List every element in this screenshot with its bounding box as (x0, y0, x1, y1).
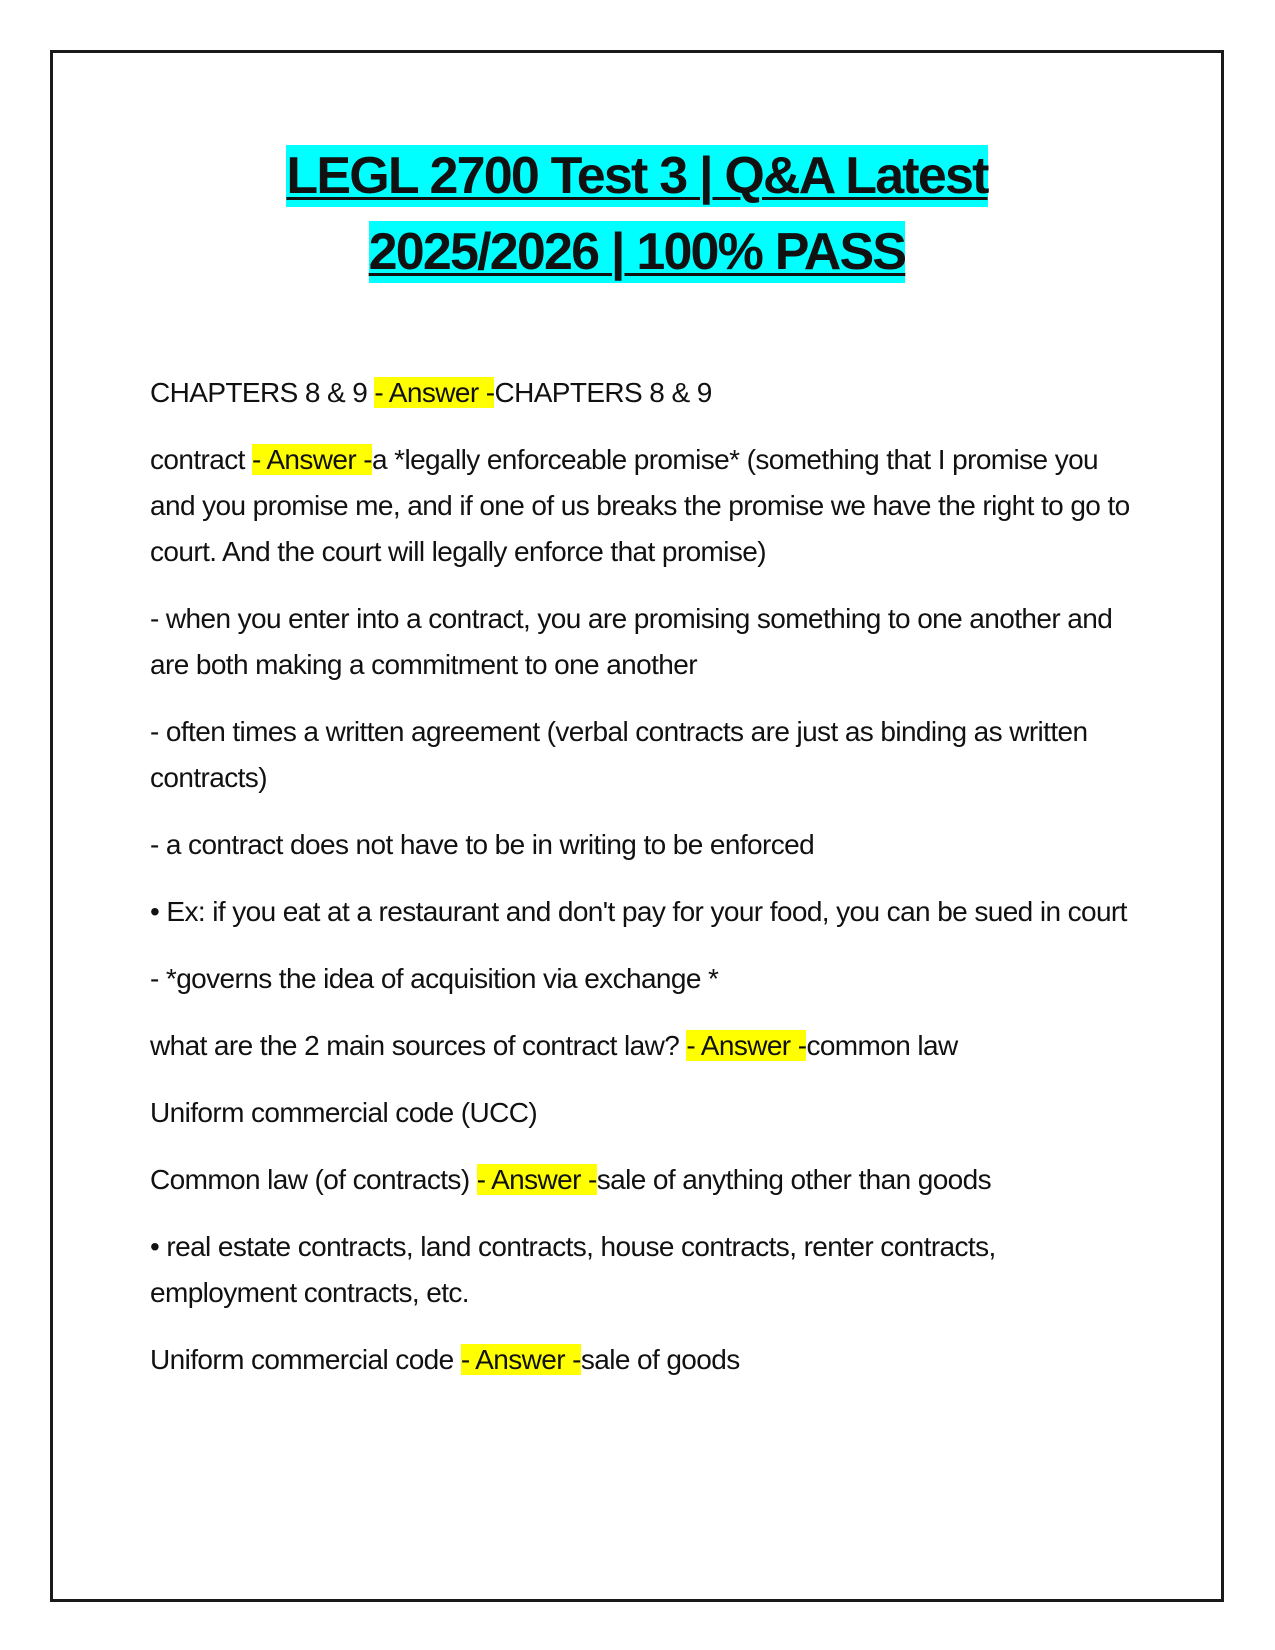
title-text-1: LEGL 2700 Test 3 | Q&A Latest (286, 147, 988, 205)
question-term: what are the 2 main sources of contract law? (150, 1030, 687, 1061)
question-term: Uniform commercial code (150, 1344, 461, 1375)
qa-entry (150, 1157, 1130, 1203)
answer-marker: - Answer - (374, 377, 495, 408)
answer-text: a *legally enforceable promise* (something that I promise you and you promise me, and if one of us breaks the promise we have the right to go to court. And the court will legally enforce that promise) (150, 444, 1130, 567)
answer-note: • real estate contracts, land contracts, house contracts, renter contracts, employment contracts, etc. (150, 1231, 996, 1308)
answer-note: - often times a written agreement (verbal contracts are just as binding as written contracts) (150, 716, 1088, 793)
qa-entry (150, 437, 1130, 575)
answer-note: - when you enter into a contract, you are promising something to one another and are both making a commitment to one another (150, 603, 1113, 680)
answer-marker: - Answer - (251, 444, 373, 475)
answer-text: common law (806, 1030, 958, 1061)
qa-content (150, 370, 1130, 1404)
answer-text: CHAPTERS 8 & 9 (494, 377, 712, 408)
answer-note: - *governs the idea of acquisition via exchange * (150, 963, 719, 994)
title-text-2: 2025/2026 | 100% PASS (368, 223, 906, 281)
answer-text: sale of anything other than goods (596, 1164, 992, 1195)
answer-text: sale of goods (580, 1344, 740, 1375)
answer-note: - a contract does not have to be in writing to be enforced (150, 829, 815, 860)
document-title (53, 138, 1221, 290)
qa-entry (150, 1023, 1130, 1069)
answer-marker: - Answer - (686, 1030, 807, 1061)
title-line-1 (53, 138, 1221, 214)
qa-entry (150, 1337, 1130, 1383)
answer-note: • Ex: if you eat at a restaurant and don't pay for your food, you can be sued in court (150, 896, 1127, 927)
question-term: Common law (of contracts) (150, 1164, 477, 1195)
question-term: contract (150, 444, 252, 475)
qa-entry (150, 370, 1130, 416)
title-line-2 (53, 214, 1221, 290)
question-term: CHAPTERS 8 & 9 (150, 377, 375, 408)
answer-marker: - Answer - (460, 1344, 581, 1375)
answer-marker: - Answer - (476, 1164, 597, 1195)
answer-note: Uniform commercial code (UCC) (150, 1097, 538, 1128)
